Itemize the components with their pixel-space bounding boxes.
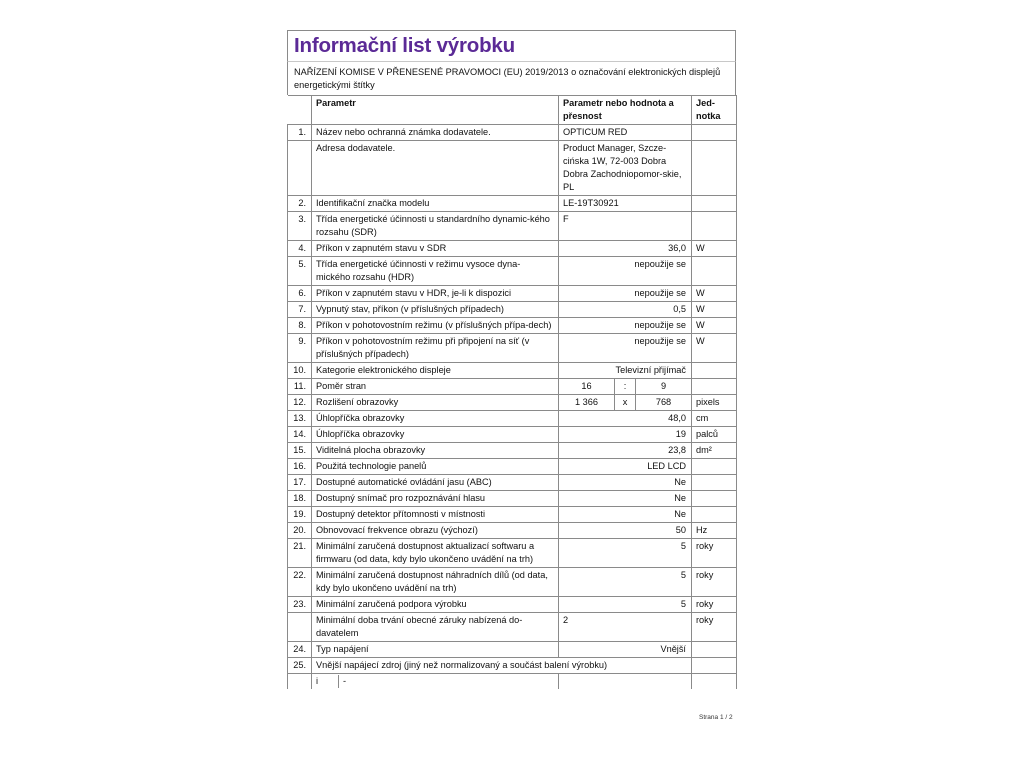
row-number: 19. [288,507,312,523]
row-label: Použitá technologie panelů [312,459,559,475]
row-value: F [559,212,692,241]
row-number: 15. [288,443,312,459]
row-label: Vnější napájecí zdroj (jiný než normalizovaný a součást balení výrobku) [312,658,692,674]
row-unit [692,507,737,523]
row-number: 3. [288,212,312,241]
row-number: 20. [288,523,312,539]
row-label: Minimální zaručená dostupnost aktualizací softwaru a firmwaru (od data, kdy bylo ukončeno uvádění na trh) [312,539,559,568]
table-row [288,286,737,302]
table-row [288,125,737,141]
row-number [288,674,312,690]
row-number: 9. [288,334,312,363]
row-number: 1. [288,125,312,141]
row-value [559,379,692,395]
row-unit [692,642,737,658]
regulation-text: NAŘÍZENÍ KOMISE V PŘENESENÉ PRAVOMOCI (EU) 2019/2013 o označování elektronických displejů energetickými štítky [287,61,736,95]
table-row [288,141,737,196]
table-row [288,568,737,597]
ratio-group [559,379,691,394]
ratio-separator: : [615,379,636,394]
row-label: Minimální zaručená dostupnost náhradních dílů (od data, kdy bylo ukončeno uvádění na trh) [312,568,559,597]
header-value: Parametr nebo hodnota a přesnost [559,96,692,125]
row-value: 36,0 [559,241,692,257]
row-label: Rozlišení obrazovky [312,395,559,411]
row-value: nepoužije se [559,286,692,302]
header-param: Parametr [312,96,559,125]
row-label: Příkon v zapnutém stavu v SDR [312,241,559,257]
row-value: 48,0 [559,411,692,427]
row-number: 11. [288,379,312,395]
row-unit: roky [692,539,737,568]
header-num [288,96,312,125]
row-unit: Hz [692,523,737,539]
row-number: 24. [288,642,312,658]
table-row [288,459,737,475]
table-row [288,597,737,613]
page-title: Informační list výrobku [294,34,515,57]
row-unit [692,491,737,507]
row-value: Ne [559,491,692,507]
row-label: Příkon v pohotovostním režimu při připojení na síť (v příslušných případech) [312,334,559,363]
row-unit: W [692,241,737,257]
row-value: OPTICUM RED [559,125,692,141]
table-row [288,411,737,427]
header-unit: Jed-notka [692,96,737,125]
row-unit [692,212,737,241]
sub-value: - [343,676,347,686]
row-label: Úhlopříčka obrazovky [312,411,559,427]
row-number: 12. [288,395,312,411]
table-row [288,318,737,334]
ratio-first: 16 [559,379,615,394]
row-unit [692,257,737,286]
row-sub-label [312,674,559,690]
row-label: Minimální zaručená podpora výrobku [312,597,559,613]
title-box [287,30,736,61]
row-label: Třída energetické účinnosti u standardního dynamic-kého rozsahu (SDR) [312,212,559,241]
row-unit: dm² [692,443,737,459]
row-unit [692,379,737,395]
page-footer: Strana 1 / 2 [699,714,733,721]
row-label: Dostupný snímač pro rozpoznávání hlasu [312,491,559,507]
row-unit: roky [692,613,737,642]
table-row [288,196,737,212]
ratio-second: 9 [660,381,667,391]
table-row [288,334,737,363]
row-unit [692,658,737,674]
table-header-row [288,96,737,125]
row-unit: cm [692,411,737,427]
row-label: Poměr stran [312,379,559,395]
row-unit: W [692,334,737,363]
table-row [288,658,737,674]
table-row [288,212,737,241]
row-label: Příkon v pohotovostním režimu (v příslušných přípa-dech) [312,318,559,334]
row-value: nepoužije se [559,257,692,286]
row-number: 13. [288,411,312,427]
table-row [288,523,737,539]
row-label: Úhlopříčka obrazovky [312,427,559,443]
table-row [288,507,737,523]
row-number: 14. [288,427,312,443]
table-row [288,363,737,379]
row-number: 22. [288,568,312,597]
row-label: Viditelná plocha obrazovky [312,443,559,459]
row-label: Kategorie elektronického displeje [312,363,559,379]
row-number: 8. [288,318,312,334]
table-row [288,475,737,491]
row-unit: pixels [692,395,737,411]
row-number: 2. [288,196,312,212]
row-value: Televizní přijímač [559,363,692,379]
table-row [288,427,737,443]
row-number: 10. [288,363,312,379]
row-label: Identifikační značka modelu [312,196,559,212]
row-label: Obnovovací frekvence obrazu (výchozí) [312,523,559,539]
row-number: 21. [288,539,312,568]
row-value: LED LCD [559,459,692,475]
row-unit [692,141,737,196]
table-row [288,241,737,257]
row-label: Dostupné automatické ovládání jasu (ABC) [312,475,559,491]
ratio-group [559,395,691,410]
table-row [288,379,737,395]
row-value: 19 [559,427,692,443]
row-number: 5. [288,257,312,286]
row-number: 16. [288,459,312,475]
row-unit: roky [692,568,737,597]
row-label: Vypnutý stav, příkon (v příslušných případech) [312,302,559,318]
row-value: Product Manager, Szcze-cińska 1W, 72-003 Dobra Dobra Zachodniopomor-skie, PL [559,141,692,196]
table-row [288,613,737,642]
row-unit: roky [692,597,737,613]
table-row [288,395,737,411]
ratio-separator: x [615,395,636,410]
row-unit [692,125,737,141]
table-row [288,642,737,658]
product-info-sheet [287,30,736,689]
row-label: Adresa dodavatele. [312,141,559,196]
row-value: Ne [559,507,692,523]
row-unit: W [692,318,737,334]
row-number: 25. [288,658,312,674]
row-number: 18. [288,491,312,507]
ratio-first: 1 366 [559,395,615,410]
row-number [288,613,312,642]
row-value [559,674,692,690]
row-unit [692,363,737,379]
table-row [288,491,737,507]
row-value: 2 [559,613,692,642]
row-value: Vnější [559,642,692,658]
table-row [288,539,737,568]
table-row [288,443,737,459]
row-value: 0,5 [559,302,692,318]
ratio-second: 768 [655,397,672,407]
row-value: 23,8 [559,443,692,459]
row-unit [692,674,737,690]
row-unit [692,196,737,212]
row-value: nepoužije se [559,318,692,334]
row-number: 6. [288,286,312,302]
table-row [288,302,737,318]
row-label: Dostupný detektor přítomnosti v místnosti [312,507,559,523]
row-value: 5 [559,597,692,613]
row-label: Název nebo ochranná známka dodavatele. [312,125,559,141]
row-label: Typ napájení [312,642,559,658]
row-unit [692,459,737,475]
table-row [288,674,737,690]
row-value: 5 [559,568,692,597]
table-row [288,257,737,286]
row-number: 23. [288,597,312,613]
row-number: 4. [288,241,312,257]
row-unit: W [692,286,737,302]
row-number [288,141,312,196]
row-label: Třída energetické účinnosti v režimu vysoce dyna-mického rozsahu (HDR) [312,257,559,286]
spec-table [287,95,737,689]
row-value: 5 [559,539,692,568]
row-number: 17. [288,475,312,491]
row-value: LE-19T30921 [559,196,692,212]
row-value: 50 [559,523,692,539]
row-unit: palců [692,427,737,443]
row-unit [692,475,737,491]
row-label: Příkon v zapnutém stavu v HDR, je-li k dispozici [312,286,559,302]
row-unit: W [692,302,737,318]
row-value [559,395,692,411]
row-number: 7. [288,302,312,318]
sub-index: i [316,675,339,688]
row-label: Minimální doba trvání obecné záruky nabízená do-davatelem [312,613,559,642]
row-value: Ne [559,475,692,491]
row-value: nepoužije se [559,334,692,363]
